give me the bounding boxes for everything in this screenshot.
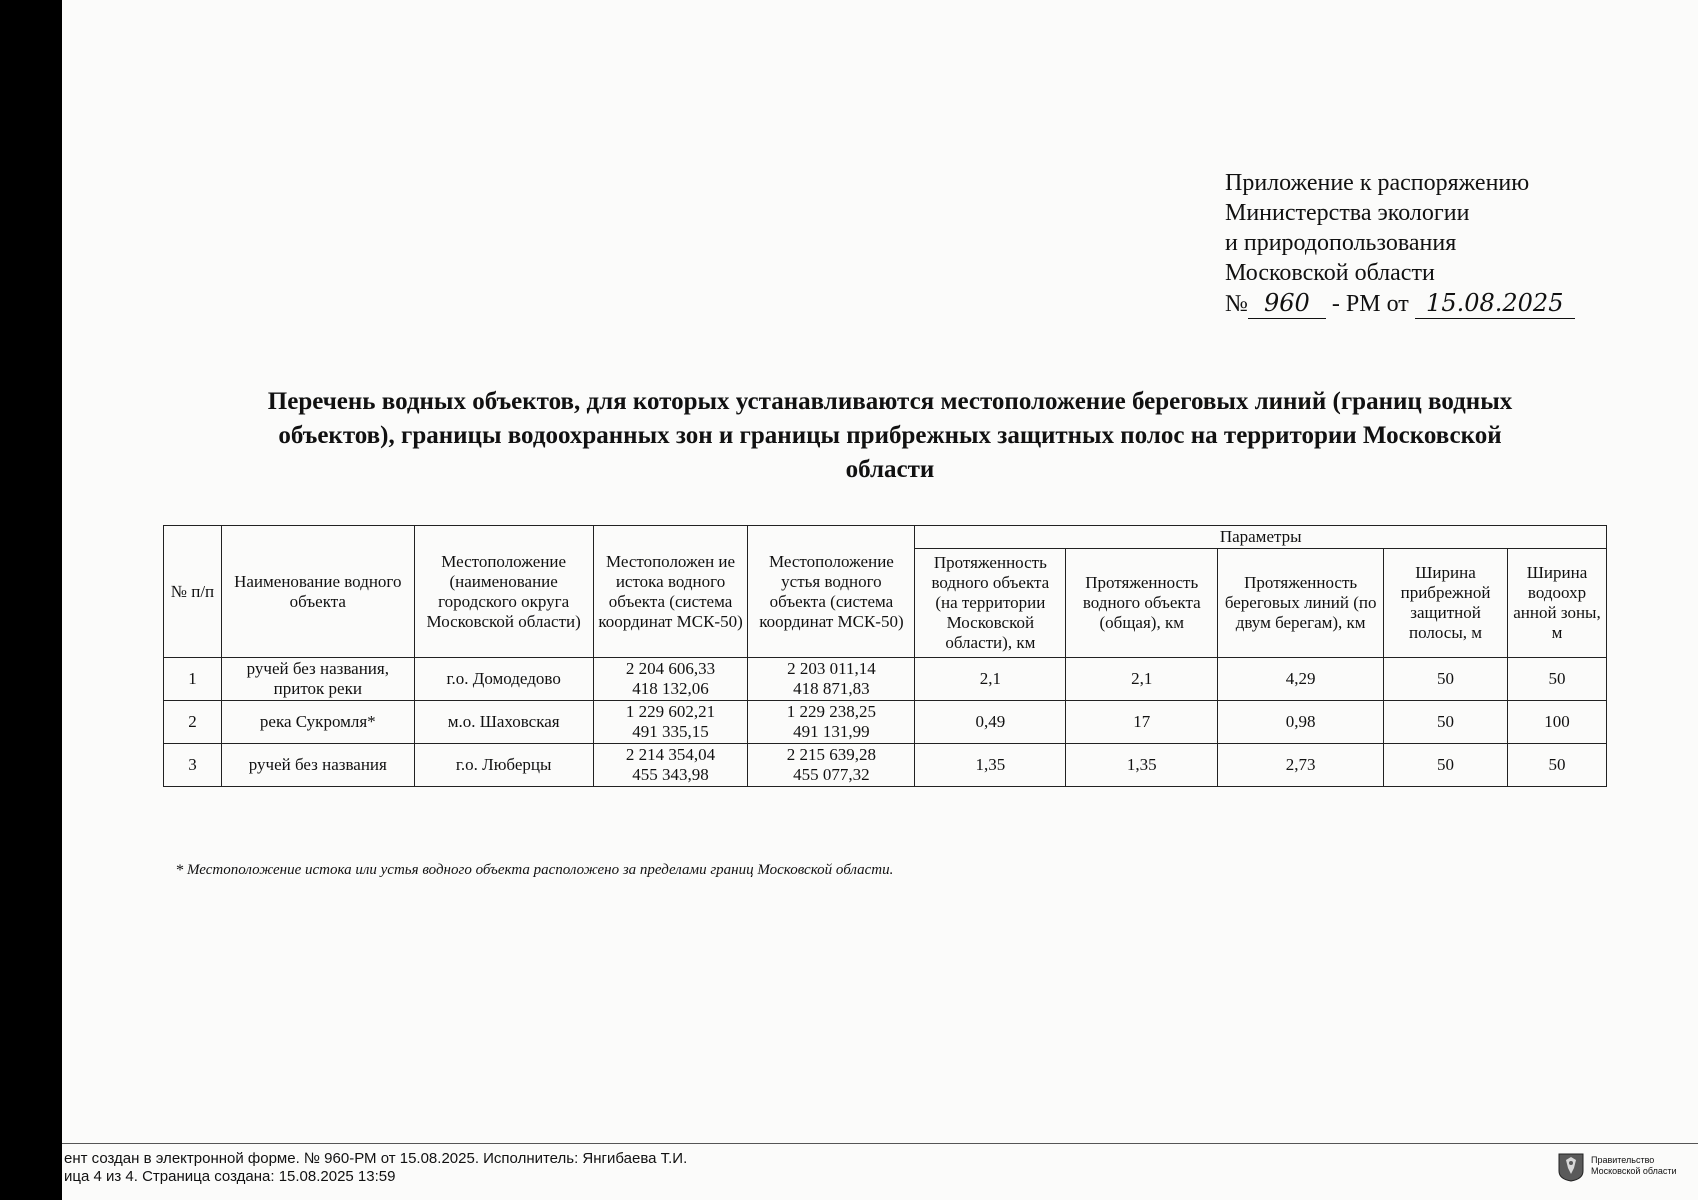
source-x: 2 214 354,04 (625, 745, 716, 764)
title-line: объектов), границы водоохранных зон и границы прибрежных защитных полос на территории Московской (278, 422, 1502, 449)
table-row (164, 658, 1607, 701)
cell-length-total: 2,1 (1066, 658, 1218, 701)
footer-line: ица 4 из 4. Страница создана: 15.08.2025 13:59 (64, 1168, 396, 1185)
cell-length-total: 17 (1066, 701, 1218, 744)
cell-location: г.о. Люберцы (414, 744, 593, 787)
title-line: Перечень водных объектов, для которых устанавливаются местоположение береговых линий (границ водных (267, 388, 1513, 415)
gov-label-line: Правительство (1591, 1155, 1655, 1165)
header-params: Параметры (915, 526, 1607, 549)
number-prefix: № (1225, 291, 1248, 317)
cell-coastal-width: 50 (1384, 744, 1508, 787)
header-coastal-width: Ширина прибрежной защитной полосы, м (1384, 549, 1508, 658)
cell-name: река Сукромля* (221, 701, 414, 744)
appendix-line: и природопользования (1225, 230, 1457, 256)
cell-coastal-width: 50 (1384, 701, 1508, 744)
source-x: 1 229 602,21 (625, 702, 716, 721)
header-location: Местоположение (наименование городского округа Московской области) (414, 526, 593, 658)
source-x: 2 204 606,33 (625, 659, 716, 678)
cell-mouth (748, 658, 915, 701)
source-y: 418 132,06 (632, 679, 709, 698)
appendix-block (1225, 168, 1575, 319)
government-label (1591, 1155, 1677, 1177)
appendix-number-line (1225, 288, 1575, 319)
header-mouth: Местоположение устья водного объекта (система координат МСК-50) (748, 526, 915, 658)
table-row (164, 701, 1607, 744)
government-emblem-icon (1558, 1152, 1584, 1182)
order-date: 15.08.2025 (1415, 288, 1575, 319)
cell-shore-length: 2,73 (1218, 744, 1384, 787)
cell-mouth (748, 701, 915, 744)
source-y: 491 335,15 (632, 722, 709, 741)
footnote-text: Местоположение истока или устья водного объекта расположено за пределами границ Московской области. (187, 862, 894, 878)
mouth-y: 455 077,32 (793, 765, 870, 784)
title-line: области (845, 456, 935, 483)
mouth-x: 2 203 011,14 (787, 659, 876, 678)
source-y: 455 343,98 (632, 765, 709, 784)
cell-source (593, 744, 748, 787)
number-suffix: - РМ от (1331, 291, 1409, 317)
footnote-marker: * (176, 862, 184, 879)
table-row (164, 744, 1607, 787)
footer-divider (62, 1143, 1698, 1144)
cell-num: 1 (164, 658, 222, 701)
water-objects-table (163, 525, 1607, 787)
appendix-line: Приложение к распоряжению (1225, 170, 1530, 196)
footer-line: ент создан в электронной форме. № 960-РМ от 15.08.2025. Исполнитель: Янгибаева Т.И. (64, 1150, 688, 1167)
mouth-y: 418 871,83 (793, 679, 870, 698)
cell-shore-length: 4,29 (1218, 658, 1384, 701)
cell-mouth (748, 744, 915, 787)
order-number: 960 (1248, 288, 1326, 319)
gov-label-line: Московской области (1591, 1166, 1677, 1176)
cell-shore-length: 0,98 (1218, 701, 1384, 744)
header-source: Местоположен ие истока водного объекта (система координат МСК-50) (593, 526, 748, 658)
cell-source (593, 701, 748, 744)
appendix-line: Министерства экологии (1225, 200, 1470, 226)
mouth-x: 1 229 238,25 (786, 702, 877, 721)
cell-water-zone-width: 50 (1508, 744, 1607, 787)
document-footer (64, 1150, 687, 1186)
cell-length-region: 0,49 (915, 701, 1066, 744)
header-water-zone-width: Ширина водоохр анной зоны, м (1508, 549, 1607, 658)
cell-water-zone-width: 100 (1508, 701, 1607, 744)
cell-length-region: 2,1 (915, 658, 1066, 701)
header-num: № п/п (164, 526, 222, 658)
appendix-line: Московской области (1225, 260, 1435, 286)
cell-name: ручей без названия, приток реки (221, 658, 414, 701)
mouth-y: 491 131,99 (793, 722, 870, 741)
cell-coastal-width: 50 (1384, 658, 1508, 701)
header-name: Наименование водного объекта (221, 526, 414, 658)
cell-num: 2 (164, 701, 222, 744)
document-title (190, 385, 1590, 487)
cell-location: г.о. Домодедово (414, 658, 593, 701)
header-shore-length: Протяженность береговых линий (по двум берегам), км (1218, 549, 1384, 658)
mouth-x: 2 215 639,28 (786, 745, 877, 764)
footnote (176, 862, 893, 880)
cell-source (593, 658, 748, 701)
header-length-total: Протяженность водного объекта (общая), км (1066, 549, 1218, 658)
scan-left-edge (0, 0, 62, 1200)
cell-location: м.о. Шаховская (414, 701, 593, 744)
cell-length-region: 1,35 (915, 744, 1066, 787)
cell-num: 3 (164, 744, 222, 787)
cell-water-zone-width: 50 (1508, 658, 1607, 701)
header-length-region: Протяженность водного объекта (на территории Московской области), км (915, 549, 1066, 658)
cell-length-total: 1,35 (1066, 744, 1218, 787)
cell-name: ручей без названия (221, 744, 414, 787)
